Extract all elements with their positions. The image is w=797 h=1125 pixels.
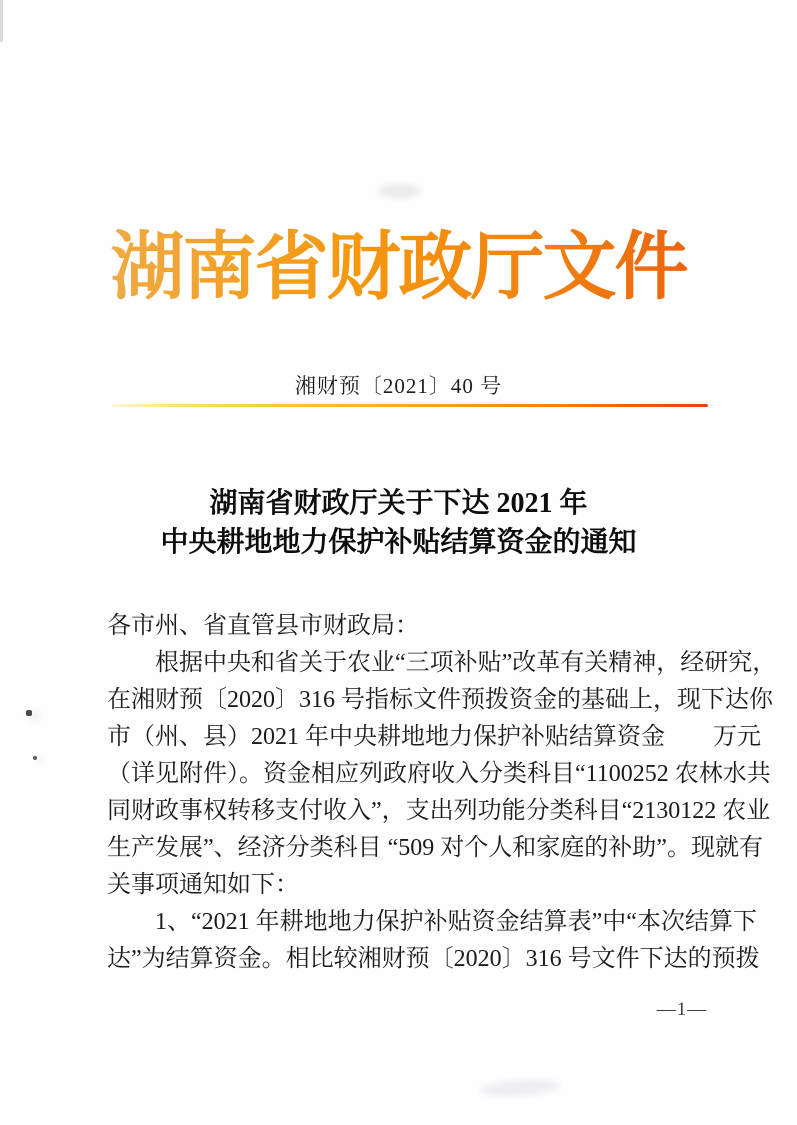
body-text xyxy=(107,608,777,978)
body-line: 市（州、县）2021 年中央耕地地力保护补贴结算资金 万元 xyxy=(107,724,761,750)
scan-artifact-edge xyxy=(0,0,3,42)
notice-title-line-2: 中央耕地地力保护补贴结算资金的通知 xyxy=(160,527,637,558)
header-divider xyxy=(112,404,708,407)
body-line: 关事项通知如下： xyxy=(107,872,299,898)
body-line: 生产发展”、经济分类科目 “509 对个人和家庭的补助”。现就有 xyxy=(107,835,763,861)
body-line: （详见附件）。资金相应列政府收入分类科目“1100252 农林水共 xyxy=(107,761,771,787)
body-line: 同财政事权转移支付收入”，支出列功能分类科目“2130122 农业 xyxy=(107,798,771,824)
body-line-salutation: 各市州、省直管县市财政局： xyxy=(107,613,419,639)
letterhead-title: 湖南省财政厅文件 xyxy=(0,218,797,318)
notice-title-line-1: 湖南省财政厅关于下达 2021 年 xyxy=(209,488,588,519)
document-number: 湘财预〔2021〕40 号 xyxy=(294,374,503,398)
body-line: 根据中央和省关于农业“三项补贴”改革有关精神，经研究， xyxy=(107,650,777,676)
page-number: —1— xyxy=(656,999,708,1020)
scan-artifact-speck xyxy=(33,756,37,760)
body-line: 在湘财预〔2020〕316 号指标文件预拨资金的基础上，现下达你 xyxy=(107,687,773,713)
body-line-item-1: 1、“2021 年耕地地力保护补贴资金结算表”中“本次结算下 xyxy=(107,909,757,935)
body-line: 达”为结算资金。相比较湘财预〔2020〕316 号文件下达的预拨 xyxy=(107,946,760,972)
notice-title xyxy=(0,484,797,562)
scan-artifact-smudge xyxy=(378,184,420,198)
scan-artifact-smudge xyxy=(480,1077,561,1099)
scan-artifact-speck xyxy=(26,710,32,716)
